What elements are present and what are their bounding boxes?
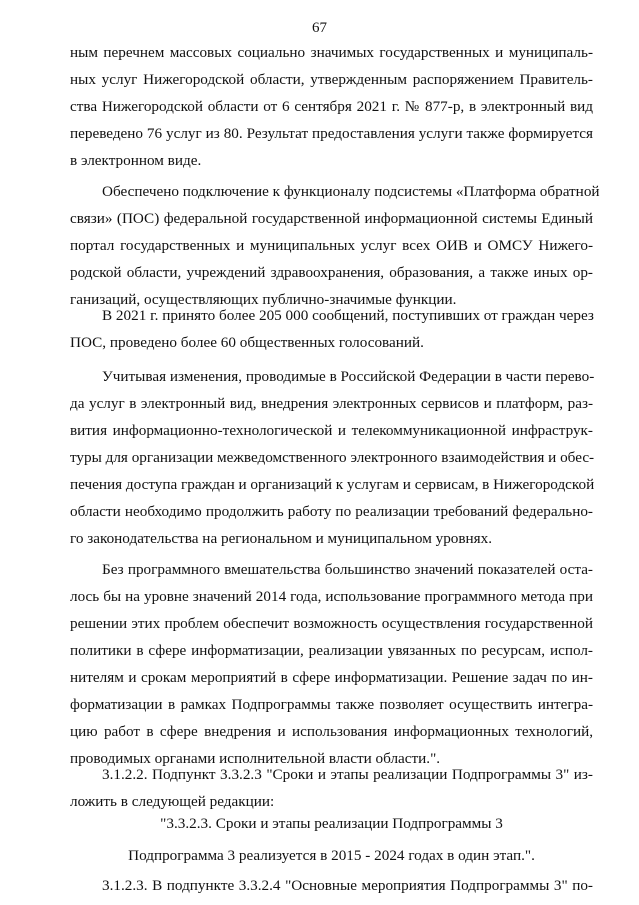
- text-line: портал государственных и муниципальных услуг всех ОИВ и ОМСУ Нижего-: [70, 237, 593, 254]
- text-line: туры для организации межведомственного электронного взаимодействия и обес-: [70, 449, 595, 466]
- text-line: Подпрограмма 3 реализуется в 2015 - 2024 годах в один этап.".: [128, 847, 535, 864]
- text-line: вития информационно-технологической и телекоммуникационной инфраструк-: [70, 422, 593, 439]
- text-line: связи» (ПОС) федеральной государственной информационной системы Единый: [70, 210, 593, 227]
- text-line: ганизаций, осуществляющих публично-значимые функции.: [70, 291, 457, 308]
- text-line: Обеспечено подключение к функционалу подсистемы «Платформа обратной: [102, 183, 600, 200]
- text-line: лось бы на уровне значений 2014 года, использование программного метода при: [70, 588, 593, 605]
- text-line: политики в сфере информатизации, реализации увязанных по ресурсам, испол-: [70, 642, 593, 659]
- text-line: Без программного вмешательства большинство значений показателей оста-: [102, 561, 593, 578]
- text-line: родской области, учреждений здравоохранения, образования, а также иных ор-: [70, 264, 593, 281]
- text-line: 3.1.2.3. В подпункте 3.3.2.4 "Основные мероприятия Подпрограммы 3" по-: [102, 877, 593, 894]
- text-line: переведено 76 услуг из 80. Результат предоставления услуги также формируется: [70, 125, 593, 142]
- text-line: Учитывая изменения, проводимые в Российской Федерации в части перево-: [102, 368, 595, 385]
- text-line: цию работ в сфере внедрения и использования информационных технологий,: [70, 723, 593, 740]
- text-line: ложить в следующей редакции:: [70, 793, 275, 810]
- text-line: в электронном виде.: [70, 152, 202, 169]
- text-line: ных услуг Нижегородской области, утвержденным распоряжением Правитель-: [70, 71, 593, 88]
- text-line: ПОС, проведено более 60 общественных голосований.: [70, 334, 424, 351]
- text-line: печения доступа граждан и организаций к услугам и сервисам, в Нижегородской: [70, 476, 595, 493]
- text-line: "3.3.2.3. Сроки и этапы реализации Подпрограммы 3: [160, 815, 503, 832]
- page-number: 67: [312, 20, 327, 36]
- text-line: В 2021 г. принято более 205 000 сообщений, поступивших от граждан через: [102, 307, 594, 324]
- text-line: решении этих проблем обеспечит возможность осуществления государственной: [70, 615, 593, 632]
- text-line: форматизации в рамках Подпрограммы также позволяет осуществить интегра-: [70, 696, 593, 713]
- text-line: го законодательства на региональном и муниципальном уровнях.: [70, 530, 493, 547]
- text-line: 3.1.2.2. Подпункт 3.3.2.3 "Сроки и этапы реализации Подпрограммы 3" из-: [102, 766, 593, 783]
- text-line: ным перечнем массовых социально значимых государственных и муниципаль-: [70, 44, 593, 61]
- text-line: да услуг в электронный вид, внедрения электронных сервисов и платформ, раз-: [70, 395, 593, 412]
- text-line: проводимых органами исполнительной власти области.".: [70, 750, 441, 767]
- text-line: нителям и срокам мероприятий в сфере информатизации. Решение задач по ин-: [70, 669, 593, 686]
- text-line: ства Нижегородской области от 6 сентября 2021 г. № 877-р, в электронный вид: [70, 98, 593, 115]
- text-line: области необходимо продолжить работу по реализации требований федерально-: [70, 503, 593, 520]
